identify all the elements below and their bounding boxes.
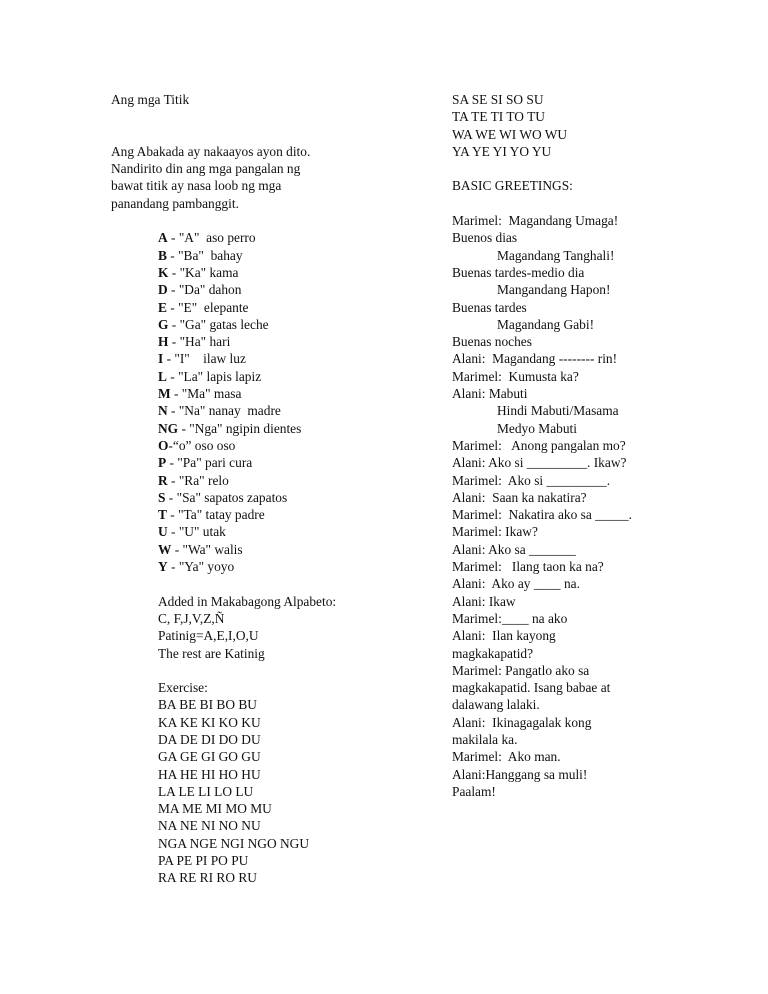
letter-item [158, 558, 411, 575]
letter-description: - "Pa" pari cura [166, 455, 253, 471]
letter-glyph: T [158, 507, 167, 523]
intro-line: bawat titik ay nasa loob ng mga [111, 178, 282, 194]
letter-glyph: G [158, 316, 169, 332]
dialogue-line: Marimel: Magandang Umaga! [452, 213, 619, 229]
dialogue-line: Alani: Ikaw [452, 593, 516, 609]
added-letters [111, 593, 411, 662]
exercise-line: NGA NGE NGI NGO NGU [158, 835, 310, 851]
dialogue-line: Marimel: Ikaw? [452, 524, 538, 540]
letter-item [158, 402, 411, 419]
letter-item [158, 350, 411, 367]
syllable-line: SA SE SI SO SU [452, 92, 544, 107]
dialogue-line: dalawang lalaki. [452, 697, 540, 713]
letter-item [158, 489, 411, 506]
letter-item [158, 541, 411, 558]
letter-glyph: K [158, 264, 169, 280]
added-line: The rest are Katinig [158, 645, 265, 661]
dialogue-line: Alani: Mabuti [452, 386, 528, 402]
dialogue-line: Magandang Tanghali! [497, 247, 615, 263]
added-line: C, F,J,V,Z,Ñ [158, 610, 225, 626]
letter-item [158, 437, 411, 454]
exercise-title: Exercise: [158, 680, 208, 696]
dialogue-line: Marimel: Kumusta ka? [452, 368, 579, 384]
dialogue-line: Marimel: Ako si _________. [452, 472, 611, 488]
letter-description: -“o” oso oso [168, 437, 236, 453]
letter-list [111, 229, 411, 575]
exercise-list [158, 696, 411, 886]
letter-item [158, 368, 411, 385]
left-column [111, 91, 411, 887]
dialogue-line: Alani: Ikinagagalak kong [452, 714, 592, 730]
dialogue-line: Buenas tardes-medio dia [452, 264, 585, 280]
letter-glyph: M [158, 386, 171, 402]
letter-glyph: S [158, 489, 166, 505]
dialogue-line: Alani: Ako sa _______ [452, 541, 576, 557]
dialogue-line: Hindi Mabuti/Masama [497, 403, 619, 419]
letter-description: - "Nga" ngipin dientes [178, 420, 302, 436]
letter-description: - "I" ilaw luz [163, 351, 246, 367]
letter-glyph: P [158, 455, 167, 471]
dialogue-line: Marimel:____ na ako [452, 610, 568, 626]
exercise-section [111, 679, 411, 887]
exercise-line: RA RE RI RO RU [158, 870, 257, 886]
letter-description: - "Ma" masa [170, 386, 242, 402]
dialogue-line: magkakapatid? [452, 645, 534, 661]
dialogue-line: Marimel: Nakatira ako sa _____. [452, 507, 632, 523]
dialogue-line: Alani:Hanggang sa muli! [452, 766, 588, 782]
letter-description: - "Ta" tatay padre [166, 507, 265, 523]
letter-item [158, 264, 411, 281]
letter-description: - "Da" dahon [167, 282, 242, 298]
greetings-title: BASIC GREETINGS: [452, 178, 573, 194]
page-title: Ang mga Titik [111, 92, 190, 107]
letter-glyph: W [158, 541, 172, 557]
exercise-line: LA LE LI LO LU [158, 783, 254, 799]
dialogue-line: magkakapatid. Isang babae at [452, 680, 611, 696]
exercise-line: BA BE BI BO BU [158, 697, 257, 713]
dialogue-line: Medyo Mabuti [497, 420, 577, 436]
letter-description: - "E" elepante [166, 299, 249, 315]
exercise-line: MA ME MI MO MU [158, 801, 272, 817]
exercise-line: DA DE DI DO DU [158, 731, 261, 747]
added-line: Patinig=A,E,I,O,U [158, 628, 259, 644]
exercise-line: KA KE KI KO KU [158, 714, 261, 730]
letter-item [158, 454, 411, 471]
letter-glyph: O [158, 437, 169, 453]
intro-line: Ang Abakada ay nakaayos ayon dito. [111, 143, 311, 159]
dialogue-line: Alani: Magandang -------- rin! [452, 351, 618, 367]
dialogue-line: Marimel: Ilang taon ka na? [452, 559, 604, 575]
letter-item [158, 229, 411, 246]
letter-item [158, 472, 411, 489]
dialogue-line: Buenas noches [452, 334, 532, 350]
letter-description: - "Na" nanay madre [167, 403, 281, 419]
dialogue-line: Alani: Ilan kayong [452, 628, 556, 644]
letter-description: - "Ka" kama [168, 264, 239, 280]
exercise-line: GA GE GI GO GU [158, 749, 261, 765]
letter-item [158, 299, 411, 316]
letter-glyph: R [158, 472, 168, 488]
dialogue-line: Mangandang Hapon! [497, 282, 611, 298]
intro-line: panandang pambanggit. [111, 195, 239, 211]
intro-line: Nandirito din ang mga pangalan ng [111, 161, 301, 177]
letter-glyph: U [158, 524, 168, 540]
letter-glyph: I [158, 351, 164, 367]
letter-description: - "Ga" gatas leche [168, 316, 269, 332]
letter-glyph: Y [158, 559, 168, 575]
right-column [452, 91, 752, 800]
added-line: Added in Makabagong Alpabeto: [158, 593, 337, 609]
dialogue-line: Paalam! [452, 783, 496, 799]
dialogue-line: Alani: Saan ka nakatira? [452, 489, 587, 505]
exercise-line: NA NE NI NO NU [158, 818, 261, 834]
letter-description: - "Sa" sapatos zapatos [165, 489, 288, 505]
dialogue [452, 212, 752, 800]
letter-description: - "Wa" walis [171, 541, 243, 557]
dialogue-line: Buenas tardes [452, 299, 527, 315]
letter-glyph: N [158, 403, 168, 419]
letter-glyph: NG [158, 420, 179, 436]
letter-item [158, 316, 411, 333]
letter-glyph: L [158, 368, 167, 384]
letter-glyph: E [158, 299, 167, 315]
syllable-line: TA TE TI TO TU [452, 109, 545, 125]
letter-item [158, 333, 411, 350]
exercise-line: HA HE HI HO HU [158, 766, 261, 782]
dialogue-line: makilala ka. [452, 731, 518, 747]
letter-description: - "U" utak [167, 524, 226, 540]
letter-item [158, 281, 411, 298]
letter-item [158, 247, 411, 264]
syllable-list [452, 91, 752, 160]
letter-glyph: D [158, 282, 168, 298]
dialogue-line: Buenos dias [452, 230, 518, 246]
letter-description: - "Ba" bahay [166, 247, 243, 263]
letter-description: - "A" aso perro [167, 230, 256, 246]
syllable-line: WA WE WI WO WU [452, 126, 568, 142]
dialogue-line: Alani: Ako si _________. Ikaw? [452, 455, 627, 471]
letter-description: - "Ya" yoyo [167, 559, 235, 575]
letter-description: - "La" lapis lapiz [166, 368, 262, 384]
letter-item [158, 420, 411, 437]
dialogue-line: Marimel: Pangatlo ako sa [452, 662, 590, 678]
letter-item [158, 506, 411, 523]
letter-description: - "Ra" relo [167, 472, 229, 488]
letter-item [158, 523, 411, 540]
dialogue-line: Marimel: Ako man. [452, 749, 561, 765]
intro-paragraph [111, 143, 411, 212]
letter-glyph: A [158, 230, 168, 246]
letter-glyph: H [158, 334, 169, 350]
syllable-line: YA YE YI YO YU [452, 143, 552, 159]
letter-description: - "Ha" hari [168, 334, 231, 350]
dialogue-line: Alani: Ako ay ____ na. [452, 576, 580, 592]
letter-item [158, 385, 411, 402]
exercise-line: PA PE PI PO PU [158, 853, 249, 869]
dialogue-line: Magandang Gabi! [497, 316, 595, 332]
letter-glyph: B [158, 247, 167, 263]
dialogue-line: Marimel: Anong pangalan mo? [452, 437, 626, 453]
